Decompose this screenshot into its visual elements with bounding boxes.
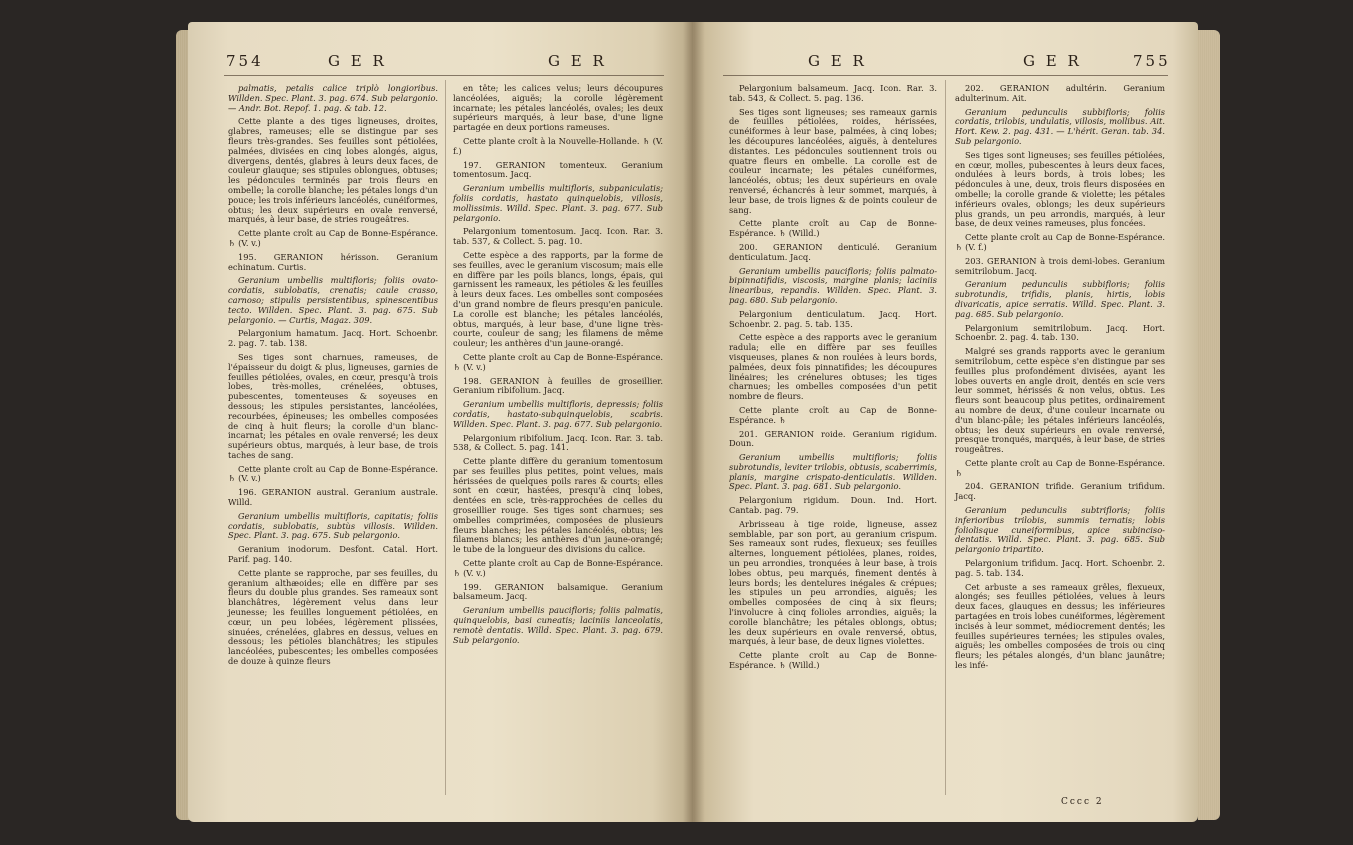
paragraph: Malgré ses grands rapports avec le geranium semitrilobum, cette espèce s'en distingue par ses feuilles plus profondément divisées, ayant les lobes ouverts en angle droit, dentés en scie vers leur sommet, hérissés & non velus, obtus. Les fleurs sont beaucoup plus petites, ordinairement au nombre de deux, d'une couleur incarnate ou d'un blanc-pâle; les pétales inférieurs lancéolés, obtus; les deux supérieurs en ovale renversé, presque tronqués, marqués, à leur base, de stries rougeâtres. bbox=[955, 346, 1165, 455]
entry-heading: 204. GERANION trifide. Geranium trifidum. Jacq. bbox=[955, 481, 1165, 502]
right-page bbox=[693, 22, 1198, 822]
page-number-right: 755 bbox=[1133, 52, 1171, 70]
running-head-left-2: G E R bbox=[548, 52, 607, 70]
paragraph: Cette plante croît au Cap de Bonne-Espérance. ♄ bbox=[955, 457, 1165, 478]
paragraph: Cette plante croît au Cap de Bonne-Espérance. ♄ (V. v.) bbox=[228, 228, 438, 248]
head-rule-right bbox=[723, 75, 1168, 76]
paragraph: Cette plante croît à la Nouvelle-Hollande. ♄ (V. f.) bbox=[453, 135, 663, 156]
paragraph: Geranium pedunculis subbifloris; foliis cordatis, trilobis, undulatis, villosis, mollibus. Ait. Hort. Kew. 2. pag. 431. — L'hérit. Geran. tab. 34. Sub pelargonio. bbox=[955, 106, 1165, 146]
entry-heading: 203. GERANION à trois demi-lobes. Geranium semitrilobum. Jacq. bbox=[955, 255, 1165, 276]
left-column-1 bbox=[228, 84, 438, 671]
paragraph: Pelargonium denticulatum. Jacq. Hort. Schoenbr. 2. pag. 5. tab. 135. bbox=[729, 308, 937, 329]
paragraph: Geranium pedunculis subtrifloris; foliis inferioribus trilobis, summis ternatis; lobis foliolisque cuneiformibus, apice subinciso-dentatis. Willd. Spec. Plant. 3. pag. 685. Sub pelargonio tripartito. bbox=[955, 505, 1165, 555]
entry-heading: 199. GERANION balsamique. Geranium balsameum. Jacq. bbox=[453, 581, 663, 602]
entry-heading: 201. GERANION roide. Geranium rigidum. Doun. bbox=[729, 428, 937, 449]
paragraph: Cette espèce a des rapports, par la forme de ses feuilles, avec le geranium viscosum; mais elle en diffère par les poils blancs, longs, épais, qui garnissent les rameaux, les pétioles & les feuilles à leurs deux faces. Les ombelles sont composées d'un grand nombre de fleurs presqu'en panicule. La corolle est blanche; les pétales lancéolés, obtus, marqués, à leur base, d'une ligne très-courte, couleur de sang; les filamens de même couleur; les anthères d'un jaune-orangé. bbox=[453, 249, 663, 349]
left-page bbox=[188, 22, 693, 822]
book-gutter bbox=[683, 22, 705, 822]
paragraph: en tête; les calices velus; leurs découpures lancéolées, aiguës; la corolle légèrement incarnate; les pétales lancéolés, ovales; les deux supérieurs marqués, à leur base, d'une ligne partagée en deux portions rameuses. bbox=[453, 83, 663, 133]
paragraph: Geranium umbellis multifloris, depressis; foliis cordatis, hastato-subquinquelobis, scabris. Willden. Spec. Plant. 3. pag. 677. Sub pelargonio. bbox=[453, 399, 663, 429]
paragraph: Ses tiges sont ligneuses; ses rameaux garnis de feuilles pétiolées, roides, hérissées, cunéiformes à leur base, palmées, à cinq lobes; les découpures lancéolées, aiguës, à dentelures distantes. Les pédoncules soutiennent trois ou quatre fleurs en ombelle. La corolle est de couleur incarnate; les pétales cunéiformes, lancéolés, obtus; les deux supérieurs en ovale renversé, échancrés à leur sommet, marqués, à leur base, de trois lignes & de points couleur de sang. bbox=[729, 106, 937, 215]
paragraph: Arbrisseau à tige roide, ligneuse, assez semblable, par son port, au geranium crispum. Ses rameaux sont rudes, flexueux; ses feuilles alternes, longuement pétiolées, planes, roides, un peu arrondies, tronquées à leur base, à trois lobes obtus, peu marqués, finement dentés à leurs bords; les dentelures inégales & crépues; les stipules un peu arrondies, aiguës; les ombelles composées de cinq à six fleurs; l'involucre à cinq folioles arrondies, aiguës; la corolle blanchâtre; les pétales oblongs, obtus; les deux supérieurs en ovale renversé, obtus, marqués, à leur base, de deux lignes violettes. bbox=[729, 518, 937, 647]
paragraph: Pelargonium hamatum. Jacq. Hort. Schoenbr. 2. pag. 7. tab. 138. bbox=[228, 328, 438, 349]
paragraph: Cette plante croît au Cap de Bonne-Espérance. ♄ (Willd.) bbox=[729, 650, 937, 671]
paragraph: Geranium pedunculis subbifloris; foliis subrotundis, trifidis, planis, hirtis, lobis divaricatis, apice serratis. Willd. Spec. Plant. 3. pag. 685. Sub pelargonio. bbox=[955, 279, 1165, 319]
paragraph: Cette plante croît au Cap de Bonne-Espérance. ♄ (V. v.) bbox=[453, 351, 663, 372]
paragraph: Cette plante se rapproche, par ses feuilles, du geranium althæoides; elle en diffère par ses fleurs du double plus grandes. Ses rameaux sont blanchâtres, légèrement velus dans leur jeunesse; les feuilles longuement pétiolées, en cœur, un peu lobées, légèrement plissées, sinuées, crénelées, glabres en dessus, velues en dessous; les pétioles blanchâtres; les stipules lancéolées, pubescentes; les ombelles composées de douze à quinze fleurs bbox=[228, 567, 438, 667]
paragraph: palmatis, petalis calice triplò longioribus. Willden. Spec. Plant. 3. pag. 674. Sub pelargonio. — Andr. Bot. Repof. 1. pag. & tab. 12. bbox=[228, 83, 438, 113]
entry-heading: 198. GERANION à feuilles de groseillier. Geranium ribifolium. Jacq. bbox=[453, 375, 663, 396]
running-head-right-1: G E R bbox=[808, 52, 867, 70]
signature-mark: Cccc 2 bbox=[1061, 797, 1104, 807]
paragraph: Cette plante croît au Cap de Bonne-Espérance. ♄ (V. v.) bbox=[453, 558, 663, 578]
paragraph: Geranium inodorum. Desfont. Catal. Hort. Parif. pag. 140. bbox=[228, 544, 438, 565]
paragraph: Cette plante croît au Cap de Bonne-Espérance. ♄ (V. v.) bbox=[228, 463, 438, 484]
right-column-2 bbox=[955, 84, 1165, 675]
page-number-left: 754 bbox=[226, 52, 264, 70]
running-head-right-2: G E R bbox=[1023, 52, 1082, 70]
paragraph: Geranium umbellis multifloris; foliis subrotundis, leviter trilobis, obtusis, scaberrimis, planis, margine crispato-denticulatis. Willden. Spec. Plant. 3. pag. 681. Sub pelargonio. bbox=[729, 452, 937, 492]
head-rule-left bbox=[224, 75, 664, 76]
paragraph: Pelargonium rigidum. Doun. Ind. Hort. Cantab. pag. 79. bbox=[729, 495, 937, 516]
running-head-left-1: G E R bbox=[328, 52, 387, 70]
paragraph: Pelargonium trifidum. Jacq. Hort. Schoenbr. 2. pag. 5. tab. 134. bbox=[955, 558, 1165, 578]
paragraph: Geranium umbellis paucifloris; foliis palmatis, quinquelobis, basi cuneatis; laciniis lanceolatis, remotè dentatis. Willd. Spec. Plant. 3. pag. 679. Sub pelargonio. bbox=[453, 605, 663, 645]
paragraph: Ses tiges sont ligneuses; ses feuilles pétiolées, en cœur, molles, pubescentes à leurs deux faces, ondulées à leurs bords, à trois lobes; les pédoncules à une, deux, trois fleurs disposées en ombelle; la corolle grande & violette; les pétales inférieurs ovales, oblongs; les deux supérieurs plus grands, un peu arrondis, marqués, à leur base, de deux veines rameuses, plus foncées. bbox=[955, 149, 1165, 229]
paragraph: Ses tiges sont charnues, rameuses, de l'épaisseur du doigt & plus, ligneuses, garnies de feuilles pétiolées, ovales, en cœur, presqu'à trois lobes, très-molles, crénelées, obtuses, pubescentes, tomenteuses & soyeuses en dessous; les stipules persistantes, lancéolées, recourbées, épineuses; les ombelles composées de cinq à huit fleurs; la corolle d'un blanc-incarnat; les pétales en ovale renversé; les deux supérieurs obtus, marqués, à leur base, de trois taches de sang. bbox=[228, 351, 438, 460]
entry-heading: 200. GERANION denticulé. Geranium denticulatum. Jacq. bbox=[729, 241, 937, 262]
paragraph: Geranium umbellis paucifloris; foliis palmato-bipinnatifidis, viscosis, margine planis; laciniis linearibus, repandis. Willden. Spec. Plant. 3. pag. 680. Sub pelargonio. bbox=[729, 265, 937, 305]
entry-heading: 197. GERANION tomenteux. Geranium tomentosum. Jacq. bbox=[453, 159, 663, 180]
paragraph: Cette plante croît au Cap de Bonne-Espérance. ♄ bbox=[729, 404, 937, 425]
paragraph: Pelargonium tomentosum. Jacq. Icon. Rar. 3. tab. 537, & Collect. 5. pag. 10. bbox=[453, 226, 663, 247]
paragraph: Cet arbuste a ses rameaux grêles, flexueux, alongés; ses feuilles pétiolées, velues à leurs deux faces, glauques en dessus; les inférieures partagées en trois lobes cunéiformes, légèrement incisés à leur sommet, médiocrement dentés; les feuilles supérieures ternées; les stipules ovales, aiguës; les ombelles composées de trois ou cinq fleurs; les pétales alongés, d'un blanc jaunâtre; les infé- bbox=[955, 581, 1165, 671]
left-column-2 bbox=[453, 84, 663, 649]
paragraph: Geranium umbellis multifloris, capitatis; foliis cordatis, sublobatis, subtùs villosis. Willden. Spec. Plant. 3. pag. 675. Sub pelargonio. bbox=[228, 510, 438, 541]
paragraph: Cette espèce a des rapports avec le geranium radula; elle en diffère par ses feuilles visqueuses, planes & non roulées à leurs bords, palmées, deux fois pinnatifides; les découpures linéaires; les crénelures obtuses; les tiges charnues; les ombelles composées d'un petit nombre de fleurs. bbox=[729, 332, 937, 402]
paragraph: Cette plante croît au Cap de Bonne-Espérance. ♄ (V. f.) bbox=[955, 232, 1165, 252]
paragraph: Cette plante croît au Cap de Bonne-Espérance. ♄ (Willd.) bbox=[729, 218, 937, 239]
paragraph: Geranium umbellis multifloris, subpaniculatis; foliis cordatis, hastato quinquelobis, villosis, mollissimis. Willd. Spec. Plant. 3. pag. 677. Sub pelargonio. bbox=[453, 183, 663, 223]
right-column-1 bbox=[729, 84, 937, 675]
paragraph: Pelargonium balsameum. Jacq. Icon. Rar. 3. tab. 543, & Collect. 5. pag. 136. bbox=[729, 83, 937, 103]
paragraph: Pelargonium ribifolium. Jacq. Icon. Rar. 3. tab. 538, & Collect. 5. pag. 141. bbox=[453, 432, 663, 453]
paragraph: Cette plante a des tiges ligneuses, droites, glabres, rameuses; elle se distingue par ses fleurs très-grandes. Ses feuilles sont pétiolées, palmées, divisées en cinq lobes alongés, aigus, divergens, dentés, glabres à leurs deux faces, de couleur glauque; ses stipules oblongues, obtuses; les pédoncules terminés par trois fleurs en ombelle; la corolle blanche; les pétales longs d'un pouce; les trois inférieurs lancéolés, cunéiformes, obtus; les deux supérieurs en ovale renversé, marqués, à leur base, de stries rougeâtres. bbox=[228, 116, 438, 225]
entry-heading: 196. GERANION austral. Geranium australe. Willd. bbox=[228, 487, 438, 508]
paragraph: Pelargonium semitrilobum. Jacq. Hort. Schoenbr. 2. pag. 4. tab. 130. bbox=[955, 322, 1165, 343]
column-divider-right bbox=[945, 80, 946, 795]
book-edge-right bbox=[1198, 30, 1220, 820]
open-book bbox=[188, 22, 1198, 822]
paragraph: Cette plante diffère du geranium tomentosum par ses feuilles plus petites, point velues, mais hérissées de quelques poils rares & courts; elles sont en cœur, hastées, presqu'à cinq lobes, dentées en scie, très-rapprochées de celles du groseillier rouge. Ses tiges sont charnues; ses ombelles comprimées, composées de plusieurs fleurs blanches; les pétales lancéolés, obtus; les filamens blancs; les anthères d'un jaune-orangé; le tube de la longueur des divisions du calice. bbox=[453, 456, 663, 555]
entry-heading: 202. GERANION adultérin. Geranium adulterinum. Ait. bbox=[955, 83, 1165, 103]
column-divider-left bbox=[445, 80, 446, 795]
entry-heading: 195. GERANION hérisson. Geranium echinatum. Curtis. bbox=[228, 251, 438, 272]
paragraph: Geranium umbellis multifloris; foliis ovato-cordatis, sublobatis, crenatis; caule crasso, carnoso; stipulis persistentibus, spinescentibus tecto. Willden. Spec. Plant. 3. pag. 675. Sub pelargonio. — Curtis, Magaz. 309. bbox=[228, 275, 438, 325]
